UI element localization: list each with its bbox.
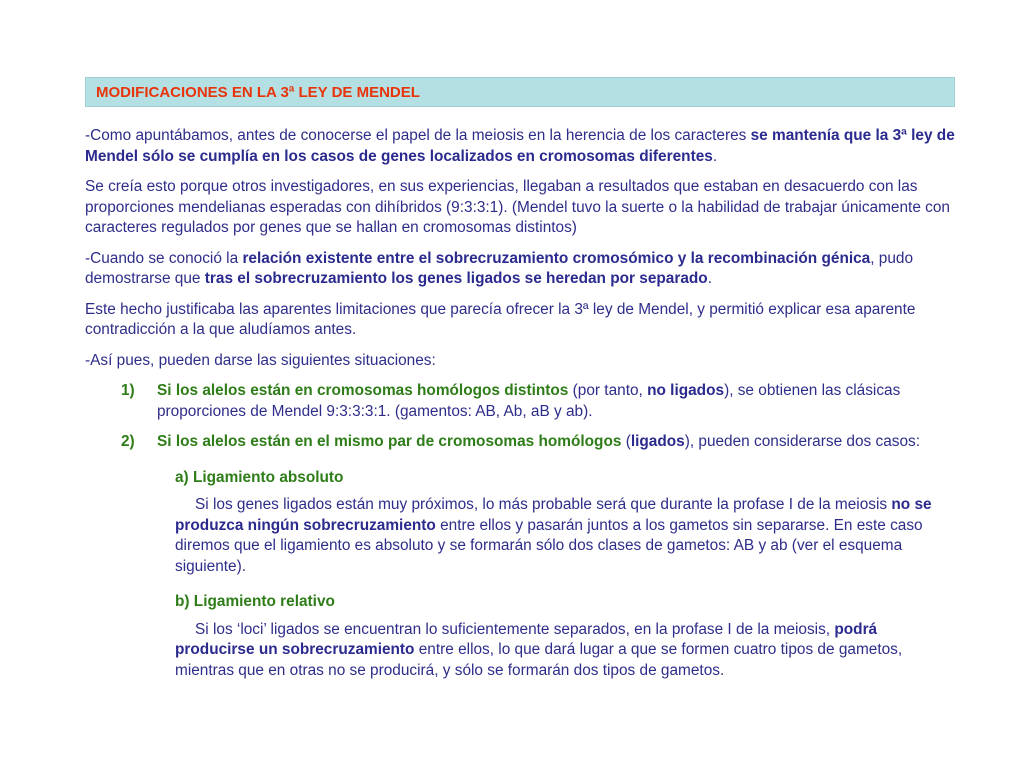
emphasis: no ligados	[647, 382, 725, 399]
paragraph-5: -Así pues, pueden darse las siguientes situaciones:	[85, 351, 436, 369]
emphasis: podrá producirse un sobrecruzamiento	[175, 620, 878, 658]
subsection-text: Si los genes ligados están muy próximos, lo más probable será que durante la profase I de la meiosis no se produzca ningún sobrecruzamiento entre ellos y pasarán juntos a los gametos sin separarse. En este caso diremos que el ligamiento es absoluto y se formarán sólo dos clases de gametos: AB y ab (ver el esquema siguiente).	[175, 496, 932, 575]
subsection-a	[175, 468, 960, 578]
emphasis: no se produzca ningún sobrecruzamiento	[175, 496, 932, 534]
list-item-2: 2) Si los alelos están en el mismo par de cromosomas homólogos (ligados), pueden considerarse dos casos:	[85, 432, 960, 453]
paragraph-4: Este hecho justificaba las aparentes limitaciones que parecía ofrecer la 3ª ley de Mendel, y permitió explicar esa aparente contradicción a la que aludíamos antes.	[85, 300, 916, 338]
emphasis: se mantenía que la 3ª ley de Mendel sólo se cumplía en los casos de genes localizados en cromosomas diferentes	[85, 127, 955, 165]
emphasis: tras el sobrecruzamiento los genes ligados se heredan por separado	[204, 270, 708, 287]
page-title: MODIFICACIONES EN LA 3ª LEY DE MENDEL	[96, 84, 420, 101]
paragraph-3: -Cuando se conoció la relación existente entre el sobrecruzamiento cromosómico y la recombinación génica, pudo demostrarse que tras el sobrecruzamiento los genes ligados se heredan por separado.	[85, 249, 914, 287]
emphasis-green: Si los alelos están en el mismo par de cromosomas homólogos	[157, 433, 622, 450]
list-number: 1)	[121, 382, 135, 399]
subsection-b	[175, 592, 960, 681]
title-bar	[85, 77, 955, 107]
list-item-1: 1) Si los alelos están en cromosomas homólogos distintos (por tanto, no ligados), se obtienen las clásicas proporciones de Mendel 9:3:3:3:1. (gamentos: AB, Ab, aB y ab).	[85, 381, 960, 422]
paragraph-2: Se creía esto porque otros investigadores, en sus experiencias, llegaban a resultados que estaban en desacuerdo con las proporciones mendelianas esperadas con dihíbridos (9:3:3:1). (Mendel tuvo la suerte o la habilidad de trabajar únicamente con caracteres regulados por genes que se hallan en cromosomas distintos)	[85, 178, 950, 236]
paragraph-1: -Como apuntábamos, antes de conocerse el papel de la meiosis en la herencia de los caracteres se mantenía que la 3ª ley de Mendel sólo se cumplía en los casos de genes localizados en cromosomas diferentes.	[85, 127, 955, 165]
emphasis-green: Si los alelos están en cromosomas homólogos distintos	[157, 382, 569, 399]
content	[85, 126, 960, 681]
emphasis: relación existente entre el sobrecruzamiento cromosómico y la recombinación génica	[242, 249, 871, 267]
subsection-heading: a) Ligamiento absoluto	[175, 468, 344, 486]
list-number: 2)	[121, 433, 135, 450]
subsection-text: Si los ‘loci’ ligados se encuentran lo suficientemente separados, en la profase I de la meiosis, podrá producirse un sobrecruzamiento entre ellos, lo que dará lugar a que se formen cuatro tipos de gametos, mientras que en otras no se producirá, y sólo se formarán dos tipos de gametos.	[175, 620, 903, 679]
subsection-heading: b) Ligamiento relativo	[175, 593, 335, 610]
emphasis: ligados	[630, 433, 685, 450]
